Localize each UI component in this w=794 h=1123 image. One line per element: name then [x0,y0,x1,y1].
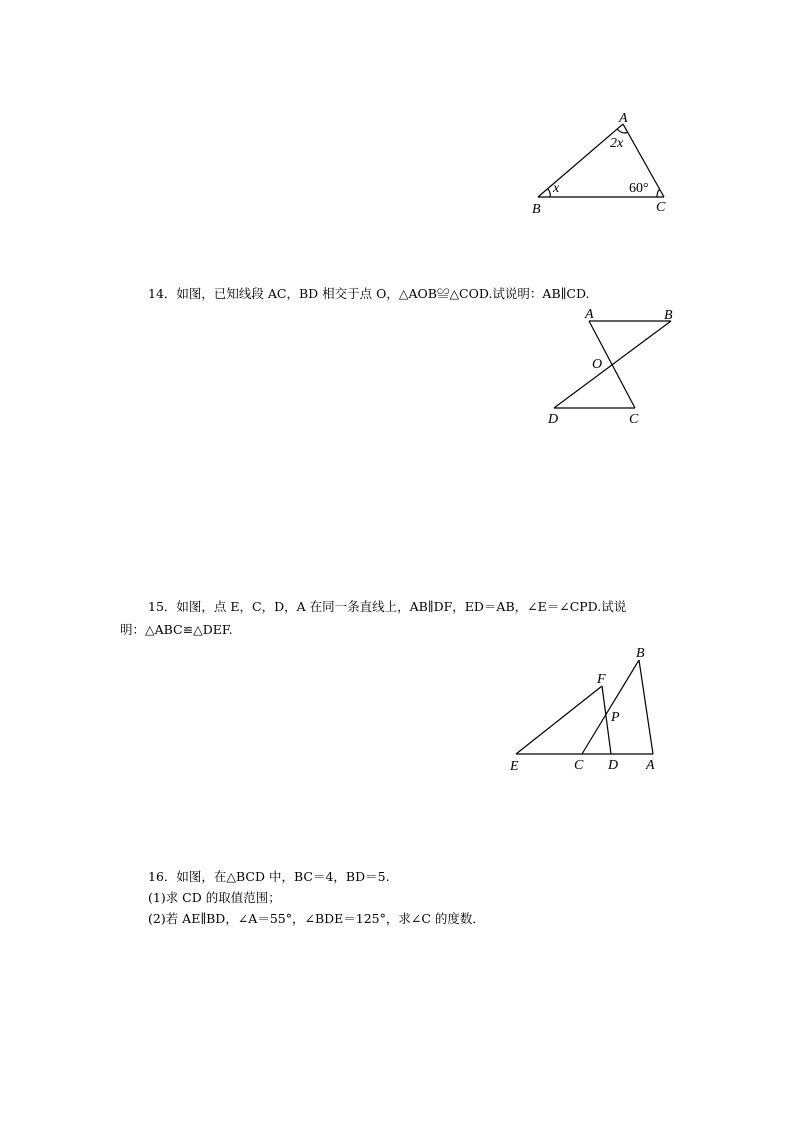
segment-bd [554,321,671,408]
segment-ab [538,124,623,197]
label-b: B [636,646,645,661]
question-15 [120,595,688,641]
label-p: P [611,710,620,725]
segment-cb [582,660,639,754]
segment-ef [516,686,602,754]
question-15-text-1: 如图，点 E，C，D，A 在同一条直线上，AB∥DF，ED＝AB，∠E＝∠CPD.试说 [176,599,627,614]
label-a: A [585,307,594,322]
question-16-line-3 [148,908,688,929]
label-b: B [664,308,673,323]
angle-label-c: 60° [629,181,649,196]
label-d: D [548,412,559,427]
angle-label-b: x [553,181,560,196]
label-d: D [608,758,619,773]
figure-two-triangles [500,640,675,780]
question-14-text: 如图，已知线段 AC，BD 相交于点 O，△AOB≌△COD.试说明：AB∥CD. [176,286,590,301]
question-16-line-1 [148,866,688,887]
label-f: F [597,672,606,687]
label-c: C [574,758,584,773]
angle-arc-b [548,189,550,197]
label-a: A [619,111,628,126]
segment-ba [639,660,653,754]
question-15-number: 15． [148,599,177,614]
label-o: O [592,357,603,372]
figure-triangle-abc [520,105,690,220]
figure-intersecting-segments [540,302,690,432]
label-a: A [646,758,655,773]
question-14-number: 14． [148,286,177,301]
segment-fd [602,686,611,754]
question-16-number: 16． [148,869,177,884]
label-e: E [510,759,519,774]
question-16-text-3: (2)若 AE∥BD，∠A＝55°，∠BDE＝125°，求∠C 的度数． [148,911,485,926]
question-15-text-2: 明：△ABC≌△DEF. [120,622,233,637]
question-16-line-2 [148,887,688,908]
label-c: C [629,412,639,427]
question-15-line-1 [148,595,688,618]
angle-label-a: 2x [610,136,624,151]
label-b: B [532,202,541,217]
question-15-line-2 [120,618,688,641]
question-16-text-1: 如图，在△BCD 中，BC＝4，BD＝5. [176,869,390,884]
label-c: C [656,200,666,215]
question-16-text-2: (1)求 CD 的取值范围； [148,890,281,905]
question-16 [148,866,688,929]
